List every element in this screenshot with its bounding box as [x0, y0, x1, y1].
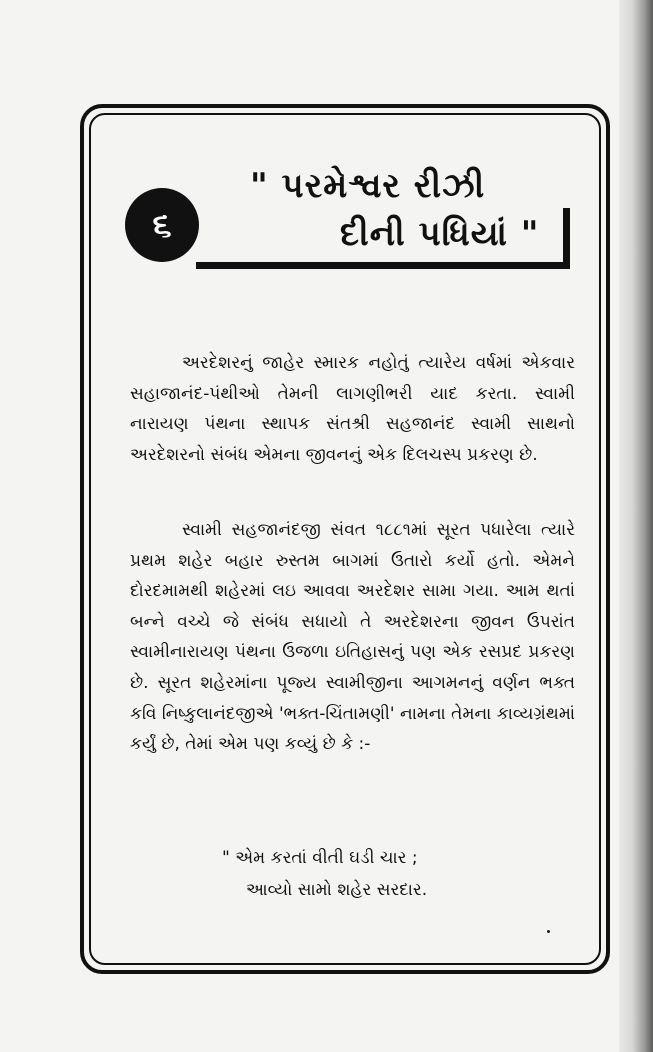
page-edge-shadow	[619, 0, 653, 1052]
print-speck	[547, 930, 550, 933]
chapter-title-line2: દીની પધિયાં "	[340, 214, 540, 254]
verse-line-2: આવ્યો સામો શહેર સરદાર.	[246, 880, 428, 900]
verse-line-1: " એમ કરતાં વીતી ઘડી ચાર ;	[222, 848, 418, 868]
paragraph-1: અરદેશરનું જાહેર સ્મારક નહોતું ત્યારેય વર્ષમાં એકવાર સહાજાનંદ-પંથીઓ તેમની લાગણીભરી યાદ કરતા. સ્વામી નારાયણ પંથના સ્થાપક સંતશ્રી સહજાનંદ સ્વામી સાથનો અરદેશરનો સંબંધ એમના જીવનનું એક દિલચસ્પ પ્રકરણ છે.	[130, 353, 575, 465]
paragraph-2: સ્વામી સહજાનંદજી સંવત ૧૮૮૧માં સૂરત પધારેલા ત્યારે પ્રથમ શહેર બહાર રુસ્તમ બાગમાં ઉતારો કર્યો હતો. એમને દોરદમામથી શહેરમાં લઇ આવવા અરદેશર સામા ગયા. આમ થતાં બન્ને વચ્ચે જે સંબંધ સધાયો તે અરદેશરના જીવન ઉપરાંત સ્વામીનારાયણ પંથના ઉજળા ઇતિહાસનું પણ એક રસપ્રદ પ્રકરણ છે. સૂરત શહેરમાંના પૂજ્ય સ્વામીજીના આગમનનું વર્ણન ભક્ત કવિ નિષ્કુલાનંદજીએ 'ભક્ત-ચિંતામણી' નામના તેમના કાવ્યગ્રંથમાં કર્યું છે, તેમાં એમ પણ કવ્યું છે કે :-	[130, 520, 575, 755]
title-underline	[196, 262, 570, 269]
chapter-number-badge: ૬	[125, 188, 199, 262]
chapter-title-line1: " પરમેશ્વર રીઝી	[250, 166, 486, 206]
title-bracket	[563, 208, 570, 269]
